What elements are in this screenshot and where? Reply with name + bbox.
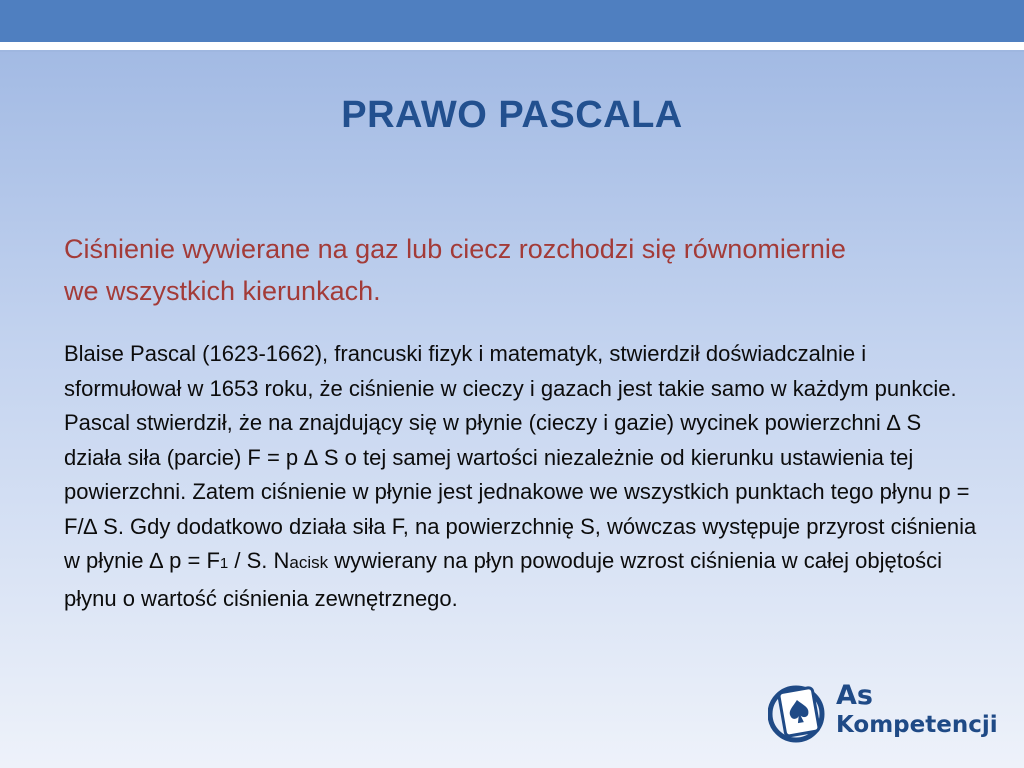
text-segment: S o tej samej wartości niezależnie od kierunku ustawienia tej powierzchni. Zatem ciśnienie w płynie jest jednakowe we wszystkich punktach tego płynu p = F/: [64, 444, 970, 539]
delta-symbol: ∆: [149, 548, 164, 573]
logo: [768, 676, 1004, 754]
slide-title: PRAWO PASCALA: [341, 94, 683, 136]
lead-statement: Ciśnienie wywierane na gaz lub ciecz rozchodzi się równomiernie we wszystkich kierunkach.: [64, 234, 846, 306]
text-segment: S. Gdy dodatkowo działa siła F, na powierzchnię S, wówczas występuje przyrost ciśnienia w płynie: [64, 513, 977, 573]
text-segment: Pascal stwierdził, że na znajdujący się w płynie (cieczy i gazie) wycinek powierzchni: [64, 410, 887, 435]
paragraph-history: Blaise Pascal (1623-1662), francuski fizyk i matematyk, stwierdził doświadczalnie i sformułował w 1653 roku, że ciśnienie w cieczy i gazach jest takie samo w każdym punkcie.: [64, 341, 957, 401]
logo-text-kompetencji: Kompetencji: [836, 712, 998, 738]
logo-text-as: As: [836, 680, 873, 711]
delta-symbol: ∆: [304, 444, 318, 470]
subscript: 1: [219, 555, 229, 572]
delta-symbol: ∆: [886, 410, 901, 435]
top-divider: [0, 42, 1024, 50]
spade-card-icon: [768, 676, 832, 754]
text-segment: / S. N: [228, 548, 290, 573]
paragraph-explanation: [64, 406, 984, 616]
text-segment: S działa siła (parcie) F = p: [64, 410, 922, 470]
slide-body: [64, 337, 984, 616]
top-bar: [0, 0, 1024, 42]
small-text: acisk: [289, 553, 329, 572]
top-divider-thin: [0, 50, 1024, 52]
text-segment: p = F: [163, 548, 220, 573]
text-segment: wywierany na płyn powoduje wzrost ciśnienia w całej objętości płynu o wartość ciśnienia zewnętrznego.: [64, 548, 942, 611]
delta-symbol: ∆: [83, 513, 98, 539]
